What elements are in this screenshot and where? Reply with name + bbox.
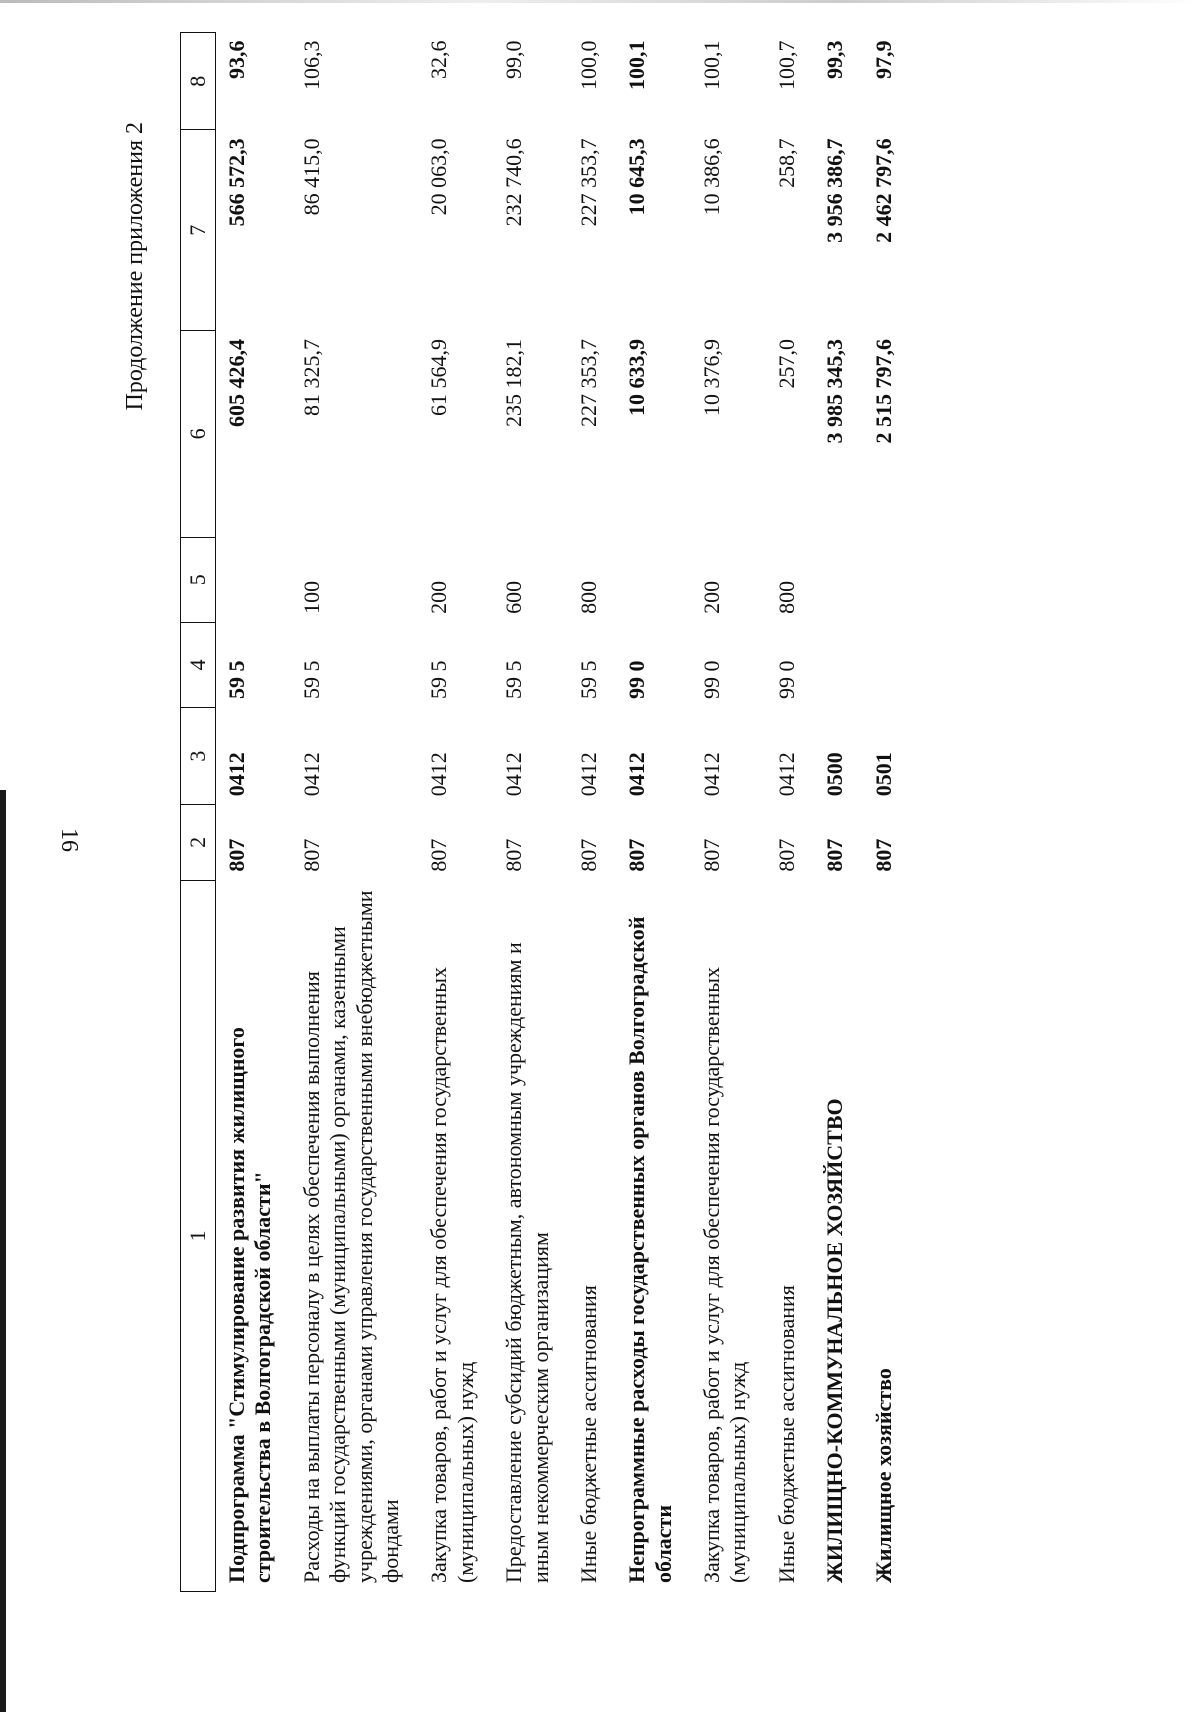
cell-planned: 10 633,9 bbox=[624, 339, 650, 416]
cell-percent: 32,6 bbox=[426, 40, 452, 79]
row-description: Иные бюджетные ассигнования bbox=[575, 1285, 601, 1583]
cell-planned: 81 325,7 bbox=[298, 339, 324, 416]
cell-executed: 232 740,6 bbox=[501, 138, 527, 227]
cell-target-article: 59 5 bbox=[426, 660, 452, 699]
cell-target-article: 99 0 bbox=[699, 660, 725, 699]
row-description: Закупка товаров, работ и услуг для обеспечения государственных (муниципальных) нужд bbox=[699, 966, 751, 1583]
row-description: ЖИЛИЩНО-КОММУНАЛЬНОЕ ХОЗЯЙСТВО bbox=[822, 1098, 848, 1583]
budget-table bbox=[180, 32, 911, 1592]
cell-ministry-code: 807 bbox=[822, 838, 848, 872]
cell-ministry-code: 807 bbox=[699, 838, 725, 872]
cell-planned: 61 564,9 bbox=[426, 339, 452, 416]
cell-executed: 227 353,7 bbox=[575, 138, 601, 227]
table-row bbox=[216, 33, 291, 1592]
cell-executed: 10 645,3 bbox=[624, 138, 650, 216]
cell-ministry-code: 807 bbox=[501, 838, 527, 872]
cell-percent: 100,0 bbox=[575, 40, 601, 90]
cell-percent: 100,7 bbox=[773, 40, 799, 90]
cell-target-article: 59 5 bbox=[501, 660, 527, 699]
appendix-note: Продолжение приложения 2 bbox=[122, 122, 148, 411]
row-description: Жилищное хозяйство bbox=[870, 1368, 896, 1583]
table-row bbox=[863, 33, 911, 1592]
cell-ministry-code: 807 bbox=[624, 838, 650, 872]
table-row bbox=[418, 33, 493, 1592]
cell-planned: 257,0 bbox=[773, 339, 799, 389]
header-row bbox=[181, 33, 216, 1592]
table-row bbox=[814, 33, 862, 1592]
cell-planned: 235 182,1 bbox=[501, 339, 527, 427]
cell-expense-type: 800 bbox=[575, 580, 601, 614]
cell-expense-type bbox=[216, 537, 291, 622]
cell-target-article: 59 5 bbox=[575, 660, 601, 699]
table-row bbox=[568, 33, 616, 1592]
cell-expense-type: 200 bbox=[699, 580, 725, 614]
cell-section-code: 0412 bbox=[224, 752, 249, 797]
header-col-2: 2 bbox=[181, 805, 216, 880]
header-col-5: 5 bbox=[181, 537, 216, 622]
cell-percent: 97,9 bbox=[870, 40, 896, 79]
cell-planned: 2 515 797,6 bbox=[870, 339, 896, 444]
cell-section-code: 0412 bbox=[773, 752, 799, 797]
cell-executed: 566 572,3 bbox=[224, 138, 249, 227]
header-col-1: 1 bbox=[181, 880, 216, 1591]
cell-executed: 258,7 bbox=[773, 138, 799, 188]
cell-percent: 106,3 bbox=[298, 40, 324, 90]
cell-executed: 3 956 386,7 bbox=[822, 138, 848, 243]
cell-planned: 10 376,9 bbox=[699, 339, 725, 416]
cell-section-code: 0412 bbox=[624, 752, 650, 797]
row-description: Иные бюджетные ассигнования bbox=[773, 1285, 799, 1583]
cell-target-article: 59 5 bbox=[298, 660, 324, 699]
cell-percent: 100,1 bbox=[699, 40, 725, 90]
row-description: Предоставление субсидий бюджетным, автономным учреждениям и иным некоммерческим организациям bbox=[501, 942, 553, 1583]
header-col-8: 8 bbox=[181, 33, 216, 130]
cell-expense-type: 200 bbox=[426, 580, 452, 614]
cell-target-article bbox=[814, 622, 862, 707]
table-row bbox=[691, 33, 766, 1592]
row-description: Расходы на выплаты персоналу в целях обеспечения выполнения функций государственными (муниципальными) органами, казенными учреждениями, органами управления государственными внебюджетными фондами bbox=[298, 890, 403, 1583]
cell-executed: 20 063,0 bbox=[426, 138, 452, 216]
cell-ministry-code: 807 bbox=[426, 838, 452, 872]
header-col-4: 4 bbox=[181, 622, 216, 707]
cell-expense-type bbox=[616, 537, 691, 622]
cell-planned: 3 985 345,3 bbox=[822, 339, 848, 444]
cell-section-code: 0500 bbox=[822, 752, 848, 797]
table-row bbox=[616, 33, 691, 1592]
cell-percent: 100,1 bbox=[624, 40, 650, 90]
cell-expense-type: 100 bbox=[298, 580, 324, 614]
cell-expense-type bbox=[863, 537, 911, 622]
table-row bbox=[493, 33, 568, 1592]
cell-ministry-code: 807 bbox=[575, 838, 601, 872]
cell-target-article: 99 0 bbox=[773, 660, 799, 699]
table-row bbox=[766, 33, 814, 1592]
cell-percent: 93,6 bbox=[224, 40, 249, 79]
row-description: Подпрограмма "Стимулирование развития жилищного строительства в Волгоградской области" bbox=[224, 1027, 276, 1583]
header-col-7: 7 bbox=[181, 130, 216, 331]
header-col-3: 3 bbox=[181, 707, 216, 804]
cell-ministry-code: 807 bbox=[224, 838, 249, 872]
page-number: 16 bbox=[56, 828, 82, 852]
cell-executed: 86 415,0 bbox=[298, 138, 324, 216]
cell-target-article: 99 0 bbox=[624, 660, 650, 699]
cell-percent: 99,3 bbox=[822, 40, 848, 79]
cell-ministry-code: 807 bbox=[773, 838, 799, 872]
table-body bbox=[216, 33, 912, 1592]
cell-planned: 605 426,4 bbox=[224, 339, 249, 427]
cell-section-code: 0501 bbox=[870, 752, 896, 797]
cell-section-code: 0412 bbox=[699, 752, 725, 797]
cell-target-article: 59 5 bbox=[224, 660, 249, 699]
cell-expense-type: 800 bbox=[773, 580, 799, 614]
cell-executed: 2 462 797,6 bbox=[870, 138, 896, 243]
cell-planned: 227 353,7 bbox=[575, 339, 601, 427]
cell-section-code: 0412 bbox=[426, 752, 452, 797]
cell-percent: 99,0 bbox=[501, 40, 527, 79]
cell-section-code: 0412 bbox=[575, 752, 601, 797]
row-description: Непрограммные расходы государственных органов Волгоградской области bbox=[624, 916, 676, 1583]
cell-expense-type: 600 bbox=[501, 580, 527, 614]
cell-ministry-code: 807 bbox=[298, 838, 324, 872]
cell-ministry-code: 807 bbox=[870, 838, 896, 872]
cell-target-article bbox=[863, 622, 911, 707]
cell-section-code: 0412 bbox=[501, 752, 527, 797]
cell-section-code: 0412 bbox=[298, 752, 324, 797]
cell-executed: 10 386,6 bbox=[699, 138, 725, 216]
table-row bbox=[291, 33, 419, 1592]
cell-expense-type bbox=[814, 537, 862, 622]
header-col-6: 6 bbox=[181, 331, 216, 538]
row-description: Закупка товаров, работ и услуг для обеспечения государственных (муниципальных) нужд bbox=[426, 966, 478, 1583]
